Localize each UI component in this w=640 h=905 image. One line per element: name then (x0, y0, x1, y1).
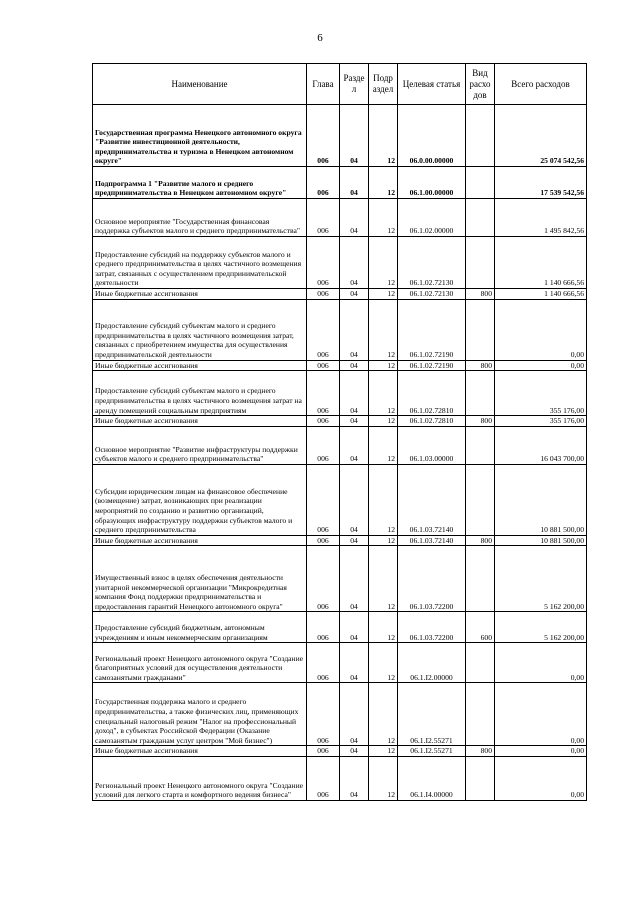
row-vid (466, 237, 495, 289)
table-row (93, 683, 587, 746)
row-vid (466, 643, 495, 683)
row-razdel: 04 (340, 612, 369, 643)
row-razdel: 04 (340, 199, 369, 237)
row-razdel: 04 (340, 683, 369, 746)
row-name: Иные бюджетные ассигнования (93, 746, 307, 757)
header-name: Наименование (93, 64, 307, 105)
row-glava: 006 (307, 199, 340, 237)
row-podrazdel: 12 (369, 746, 398, 757)
table-row (93, 237, 587, 289)
row-name: Иные бюджетные ассигнования (93, 535, 307, 546)
table-row (93, 535, 587, 546)
row-total: 5 162 200,00 (495, 612, 587, 643)
row-total: 10 881 500,00 (495, 535, 587, 546)
table-row (93, 426, 587, 464)
row-glava: 006 (307, 237, 340, 289)
row-vid (466, 199, 495, 237)
row-name: Государственная программа Ненецкого автономного округа "Развитие инвестиционной деятельности, предпринимательства и туризма в Ненецком автономном округе" (93, 105, 307, 167)
row-glava: 006 (307, 756, 340, 800)
row-glava: 006 (307, 289, 340, 300)
row-name: Региональный проект Ненецкого автономного округа "Создание условий для легкого старта и комфортного ведения бизнеса" (93, 756, 307, 800)
row-vid (466, 299, 495, 360)
table-row (93, 199, 587, 237)
row-podrazdel: 12 (369, 643, 398, 683)
row-vid (466, 167, 495, 199)
row-glava: 006 (307, 683, 340, 746)
row-podrazdel: 12 (369, 199, 398, 237)
row-name: Предоставление субсидий субъектам малого и среднего предпринимательства в целях частичного возмещения затрат, связанных с приобретением имущества для осуществления предпринимательской деятельности (93, 299, 307, 360)
table-row (93, 105, 587, 167)
row-vid (466, 105, 495, 167)
row-tselevaya: 06.1.02.72190 (398, 360, 466, 371)
row-total: 355 176,00 (495, 416, 587, 427)
row-name: Предоставление субсидий на поддержку субъектов малого и среднего предпринимательства в целях частичного возмещения затрат, связанных с осуществлением предпринимательской деятельности (93, 237, 307, 289)
table-row (93, 360, 587, 371)
row-glava: 006 (307, 416, 340, 427)
row-glava: 006 (307, 167, 340, 199)
row-podrazdel: 12 (369, 360, 398, 371)
row-name: Предоставление субсидий бюджетным, автономным учреждениям и иным некоммерческим организациям (93, 612, 307, 643)
row-name: Иные бюджетные ассигнования (93, 360, 307, 371)
row-vid: 800 (466, 360, 495, 371)
row-glava: 006 (307, 546, 340, 612)
row-total: 0,00 (495, 683, 587, 746)
row-tselevaya: 06.1.02.00000 (398, 199, 466, 237)
row-tselevaya: 06.1.02.72810 (398, 371, 466, 416)
row-tselevaya: 06.1.03.72200 (398, 546, 466, 612)
table-row (93, 416, 587, 427)
row-vid (466, 756, 495, 800)
row-name: Подпрограмма 1 "Развитие малого и среднего предпринимательства в Ненецком автономном округе" (93, 167, 307, 199)
row-tselevaya: 06.1.03.72140 (398, 535, 466, 546)
row-razdel: 04 (340, 299, 369, 360)
table-row (93, 756, 587, 800)
row-total: 25 074 542,56 (495, 105, 587, 167)
row-razdel: 04 (340, 546, 369, 612)
row-razdel: 04 (340, 360, 369, 371)
row-podrazdel: 12 (369, 371, 398, 416)
row-tselevaya: 06.1.02.72130 (398, 237, 466, 289)
row-total: 0,00 (495, 756, 587, 800)
row-razdel: 04 (340, 464, 369, 535)
row-total: 5 162 200,00 (495, 546, 587, 612)
row-name: Региональный проект Ненецкого автономного округа "Создание благоприятных условий для осуществления деятельности самозанятыми гражданами" (93, 643, 307, 683)
row-total: 1 140 666,56 (495, 289, 587, 300)
row-tselevaya: 06.1.03.72200 (398, 612, 466, 643)
row-vid (466, 426, 495, 464)
row-tselevaya: 06.0.00.00000 (398, 105, 466, 167)
header-total: Всего расходов (495, 64, 587, 105)
table-row (93, 289, 587, 300)
row-razdel: 04 (340, 426, 369, 464)
header-vid: Вид расхо дов (466, 64, 495, 105)
row-podrazdel: 12 (369, 612, 398, 643)
row-total: 0,00 (495, 299, 587, 360)
row-glava: 006 (307, 643, 340, 683)
row-razdel: 04 (340, 756, 369, 800)
row-vid: 600 (466, 612, 495, 643)
row-total: 355 176,00 (495, 371, 587, 416)
row-glava: 006 (307, 746, 340, 757)
row-podrazdel: 12 (369, 289, 398, 300)
row-glava: 006 (307, 535, 340, 546)
row-vid (466, 546, 495, 612)
row-vid (466, 464, 495, 535)
row-glava: 006 (307, 612, 340, 643)
row-vid (466, 683, 495, 746)
table-row (93, 299, 587, 360)
row-total: 17 539 542,56 (495, 167, 587, 199)
row-name: Иные бюджетные ассигнования (93, 289, 307, 300)
row-total: 0,00 (495, 360, 587, 371)
row-razdel: 04 (340, 105, 369, 167)
table-row (93, 464, 587, 535)
row-name: Субсидии юридическим лицам на финансовое обеспечение (возмещение) затрат, возникающих при реализации мероприятий по созданию и развитию организаций, образующих инфраструктуру поддержки субъектов малого и среднего предпринимательства (93, 464, 307, 535)
row-total: 0,00 (495, 746, 587, 757)
row-total: 1 140 666,56 (495, 237, 587, 289)
header-razdel: Разде л (340, 64, 369, 105)
row-podrazdel: 12 (369, 546, 398, 612)
row-razdel: 04 (340, 535, 369, 546)
row-razdel: 04 (340, 289, 369, 300)
row-razdel: 04 (340, 237, 369, 289)
table-row (93, 167, 587, 199)
row-glava: 006 (307, 299, 340, 360)
row-tselevaya: 06.1.03.72140 (398, 464, 466, 535)
row-tselevaya: 06.1.02.72190 (398, 299, 466, 360)
row-name: Основное мероприятие "Государственная финансовая поддержка субъектов малого и среднего предпринимательства" (93, 199, 307, 237)
row-podrazdel: 12 (369, 535, 398, 546)
row-total: 16 043 700,00 (495, 426, 587, 464)
header-glava: Глава (307, 64, 340, 105)
row-total: 1 495 842,56 (495, 199, 587, 237)
table-body (93, 105, 587, 801)
row-tselevaya: 06.1.I4.00000 (398, 756, 466, 800)
row-podrazdel: 12 (369, 756, 398, 800)
row-vid: 800 (466, 289, 495, 300)
row-vid: 800 (466, 416, 495, 427)
row-tselevaya: 06.1.02.72810 (398, 416, 466, 427)
row-podrazdel: 12 (369, 105, 398, 167)
row-tselevaya: 06.1.03.00000 (398, 426, 466, 464)
table-row (93, 371, 587, 416)
row-razdel: 04 (340, 643, 369, 683)
row-glava: 006 (307, 105, 340, 167)
row-glava: 006 (307, 371, 340, 416)
row-name: Государственная поддержка малого и среднего предпринимательства, а также физических лиц, применяющих специальный налоговый режим "Налог на профессиональный доход", в субъектах Российской Федерации (Оказание самозанятым гражданам услуг центром "Мой бизнес") (93, 683, 307, 746)
page-number: 6 (317, 32, 323, 44)
row-tselevaya: 06.1.02.72130 (398, 289, 466, 300)
row-razdel: 04 (340, 167, 369, 199)
row-vid (466, 371, 495, 416)
header-tselevaya: Целевая статья (398, 64, 466, 105)
row-total: 0,00 (495, 643, 587, 683)
row-total: 10 881 500,00 (495, 464, 587, 535)
header-podrazdel: Подр аздел (369, 64, 398, 105)
row-podrazdel: 12 (369, 416, 398, 427)
table-row (93, 746, 587, 757)
row-tselevaya: 06.1.00.00000 (398, 167, 466, 199)
table-row (93, 612, 587, 643)
table-row (93, 643, 587, 683)
row-tselevaya: 06.1.I2.55271 (398, 746, 466, 757)
row-name: Иные бюджетные ассигнования (93, 416, 307, 427)
table-header-row (93, 64, 587, 105)
row-name: Предоставление субсидий субъектам малого и среднего предпринимательства в целях частичного возмещения затрат на аренду помещений социальным предприятиям (93, 371, 307, 416)
row-podrazdel: 12 (369, 464, 398, 535)
row-name: Имущественный взнос в целях обеспечения деятельности унитарной некоммерческой организации "Микрокредитная компания Фонд поддержки предпринимательства и предоставления гарантий Ненецкого автономного округа" (93, 546, 307, 612)
row-vid: 800 (466, 746, 495, 757)
row-podrazdel: 12 (369, 426, 398, 464)
row-vid: 800 (466, 535, 495, 546)
row-podrazdel: 12 (369, 237, 398, 289)
row-glava: 006 (307, 360, 340, 371)
row-name: Основное мероприятие "Развитие инфраструктуры поддержки субъектов малого и среднего предпринимательства" (93, 426, 307, 464)
row-razdel: 04 (340, 746, 369, 757)
row-glava: 006 (307, 464, 340, 535)
row-podrazdel: 12 (369, 683, 398, 746)
row-razdel: 04 (340, 416, 369, 427)
row-tselevaya: 06.1.I2.00000 (398, 643, 466, 683)
table-row (93, 546, 587, 612)
budget-table (92, 63, 587, 801)
row-podrazdel: 12 (369, 167, 398, 199)
row-tselevaya: 06.1.I2.55271 (398, 683, 466, 746)
row-razdel: 04 (340, 371, 369, 416)
row-podrazdel: 12 (369, 299, 398, 360)
row-glava: 006 (307, 426, 340, 464)
